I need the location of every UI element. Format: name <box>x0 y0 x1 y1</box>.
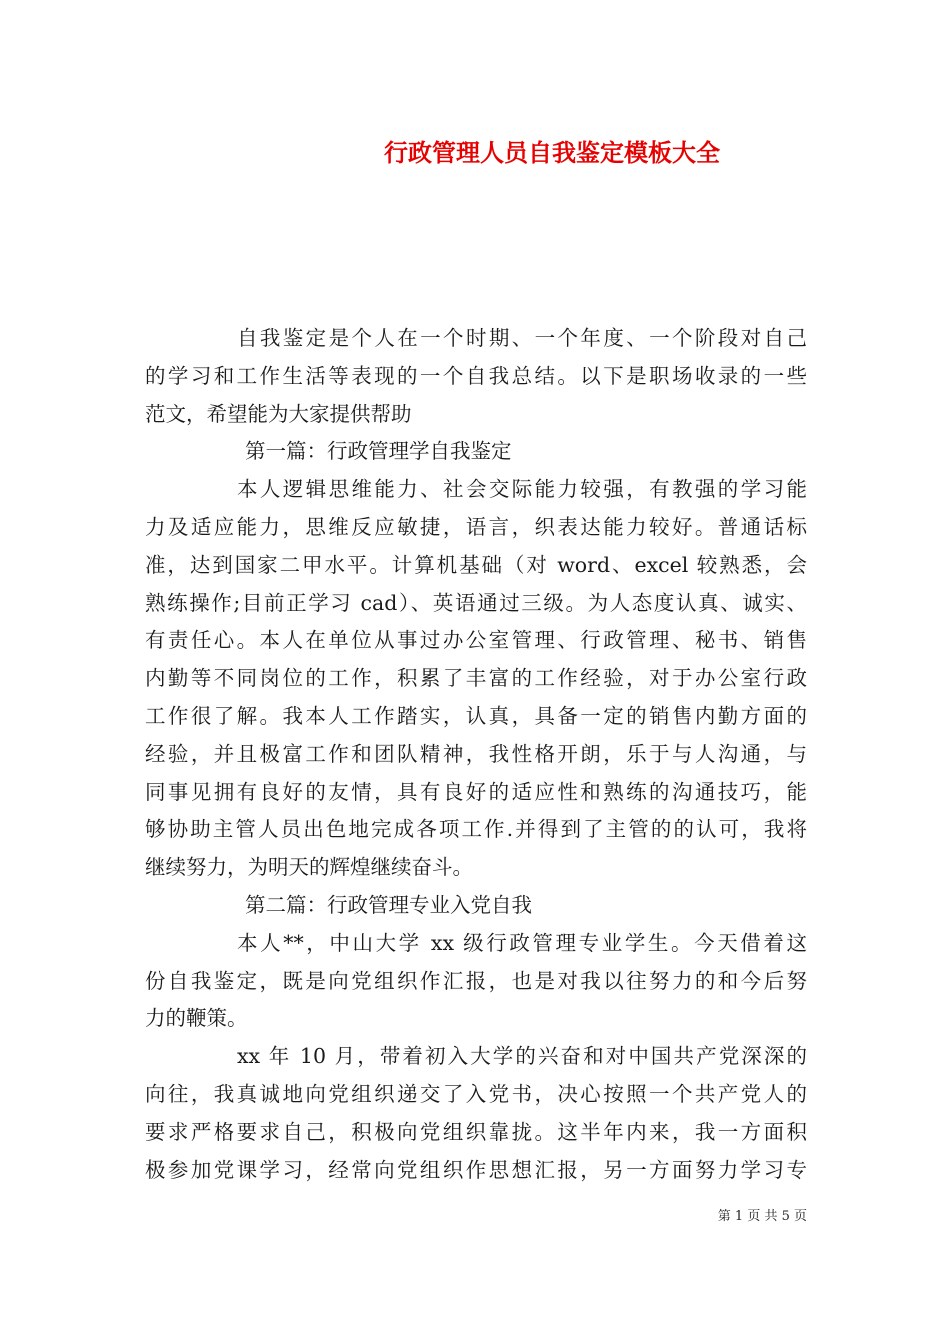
paragraph-line: 范文，希望能为大家提供帮助 <box>145 401 412 426</box>
paragraph-line: 同事见拥有良好的友情，具有良好的适应性和熟练的沟通技巧，能 <box>145 779 807 804</box>
page-number-footer: 第 1 页 共 5 页 <box>717 1209 807 1224</box>
paragraph-line: xx 年 10 月，带着初入大学的兴奋和对中国共产党深深的 <box>237 1044 807 1069</box>
paragraph-line: 内勤等不同岗位的工作，积累了丰富的工作经验，对于办公室行政 <box>145 666 807 691</box>
paragraph-line: 向往，我真诚地向党组织递交了入党书，决心按照一个共产党人的 <box>145 1081 807 1106</box>
section-heading: 第二篇：行政管理专业入党自我 <box>245 892 532 917</box>
paragraph-line: 本人逻辑思维能力、社会交际能力较强，有教强的学习能 <box>237 477 807 502</box>
paragraph-line: 准，达到国家二甲水平。计算机基础（对 word、excel 较熟悉，会 <box>145 552 807 577</box>
document-body <box>145 320 807 1189</box>
paragraph-line: 力及适应能力，思维反应敏捷，语言，织表达能力较好。普通话标 <box>145 514 807 539</box>
section-heading: 第一篇：行政管理学自我鉴定 <box>245 439 512 464</box>
paragraph-line: 有责任心。本人在单位从事过办公室管理、行政管理、秘书、销售 <box>145 628 807 653</box>
paragraph-line: 的学习和工作生活等表现的一个自我总结。以下是职场收录的一些 <box>145 363 807 388</box>
document-title: 行政管理人员自我鉴定模板大全 <box>384 138 720 167</box>
paragraph-line: 经验，并且极富工作和团队精神，我性格开朗，乐于与人沟通，与 <box>145 741 807 766</box>
paragraph-line: 力的鞭策。 <box>145 1006 248 1031</box>
paragraph-line: 自我鉴定是个人在一个时期、一个年度、一个阶段对自己 <box>237 326 807 350</box>
paragraph-line: 够协助主管人员出色地完成各项工作.并得到了主管的的认可，我将 <box>145 817 807 842</box>
paragraph-line: 极参加党课学习，经常向党组织作思想汇报，另一方面努力学习专 <box>145 1157 807 1182</box>
paragraph-line: 继续努力，为明天的辉煌继续奋斗。 <box>145 855 473 880</box>
paragraph-line: 工作很了解。我本人工作踏实，认真，具备一定的销售内勤方面的 <box>145 703 807 728</box>
paragraph-line: 熟练操作;目前正学习 cad）、英语通过三级。为人态度认真、诚实、 <box>145 590 807 615</box>
paragraph-line: 本人**，中山大学 xx 级行政管理专业学生。今天借着这 <box>237 930 807 955</box>
paragraph-line: 要求严格要求自己，积极向党组织靠拢。这半年内来，我一方面积 <box>145 1119 807 1144</box>
paragraph-line: 份自我鉴定，既是向党组织作汇报，也是对我以往努力的和今后努 <box>145 968 807 993</box>
